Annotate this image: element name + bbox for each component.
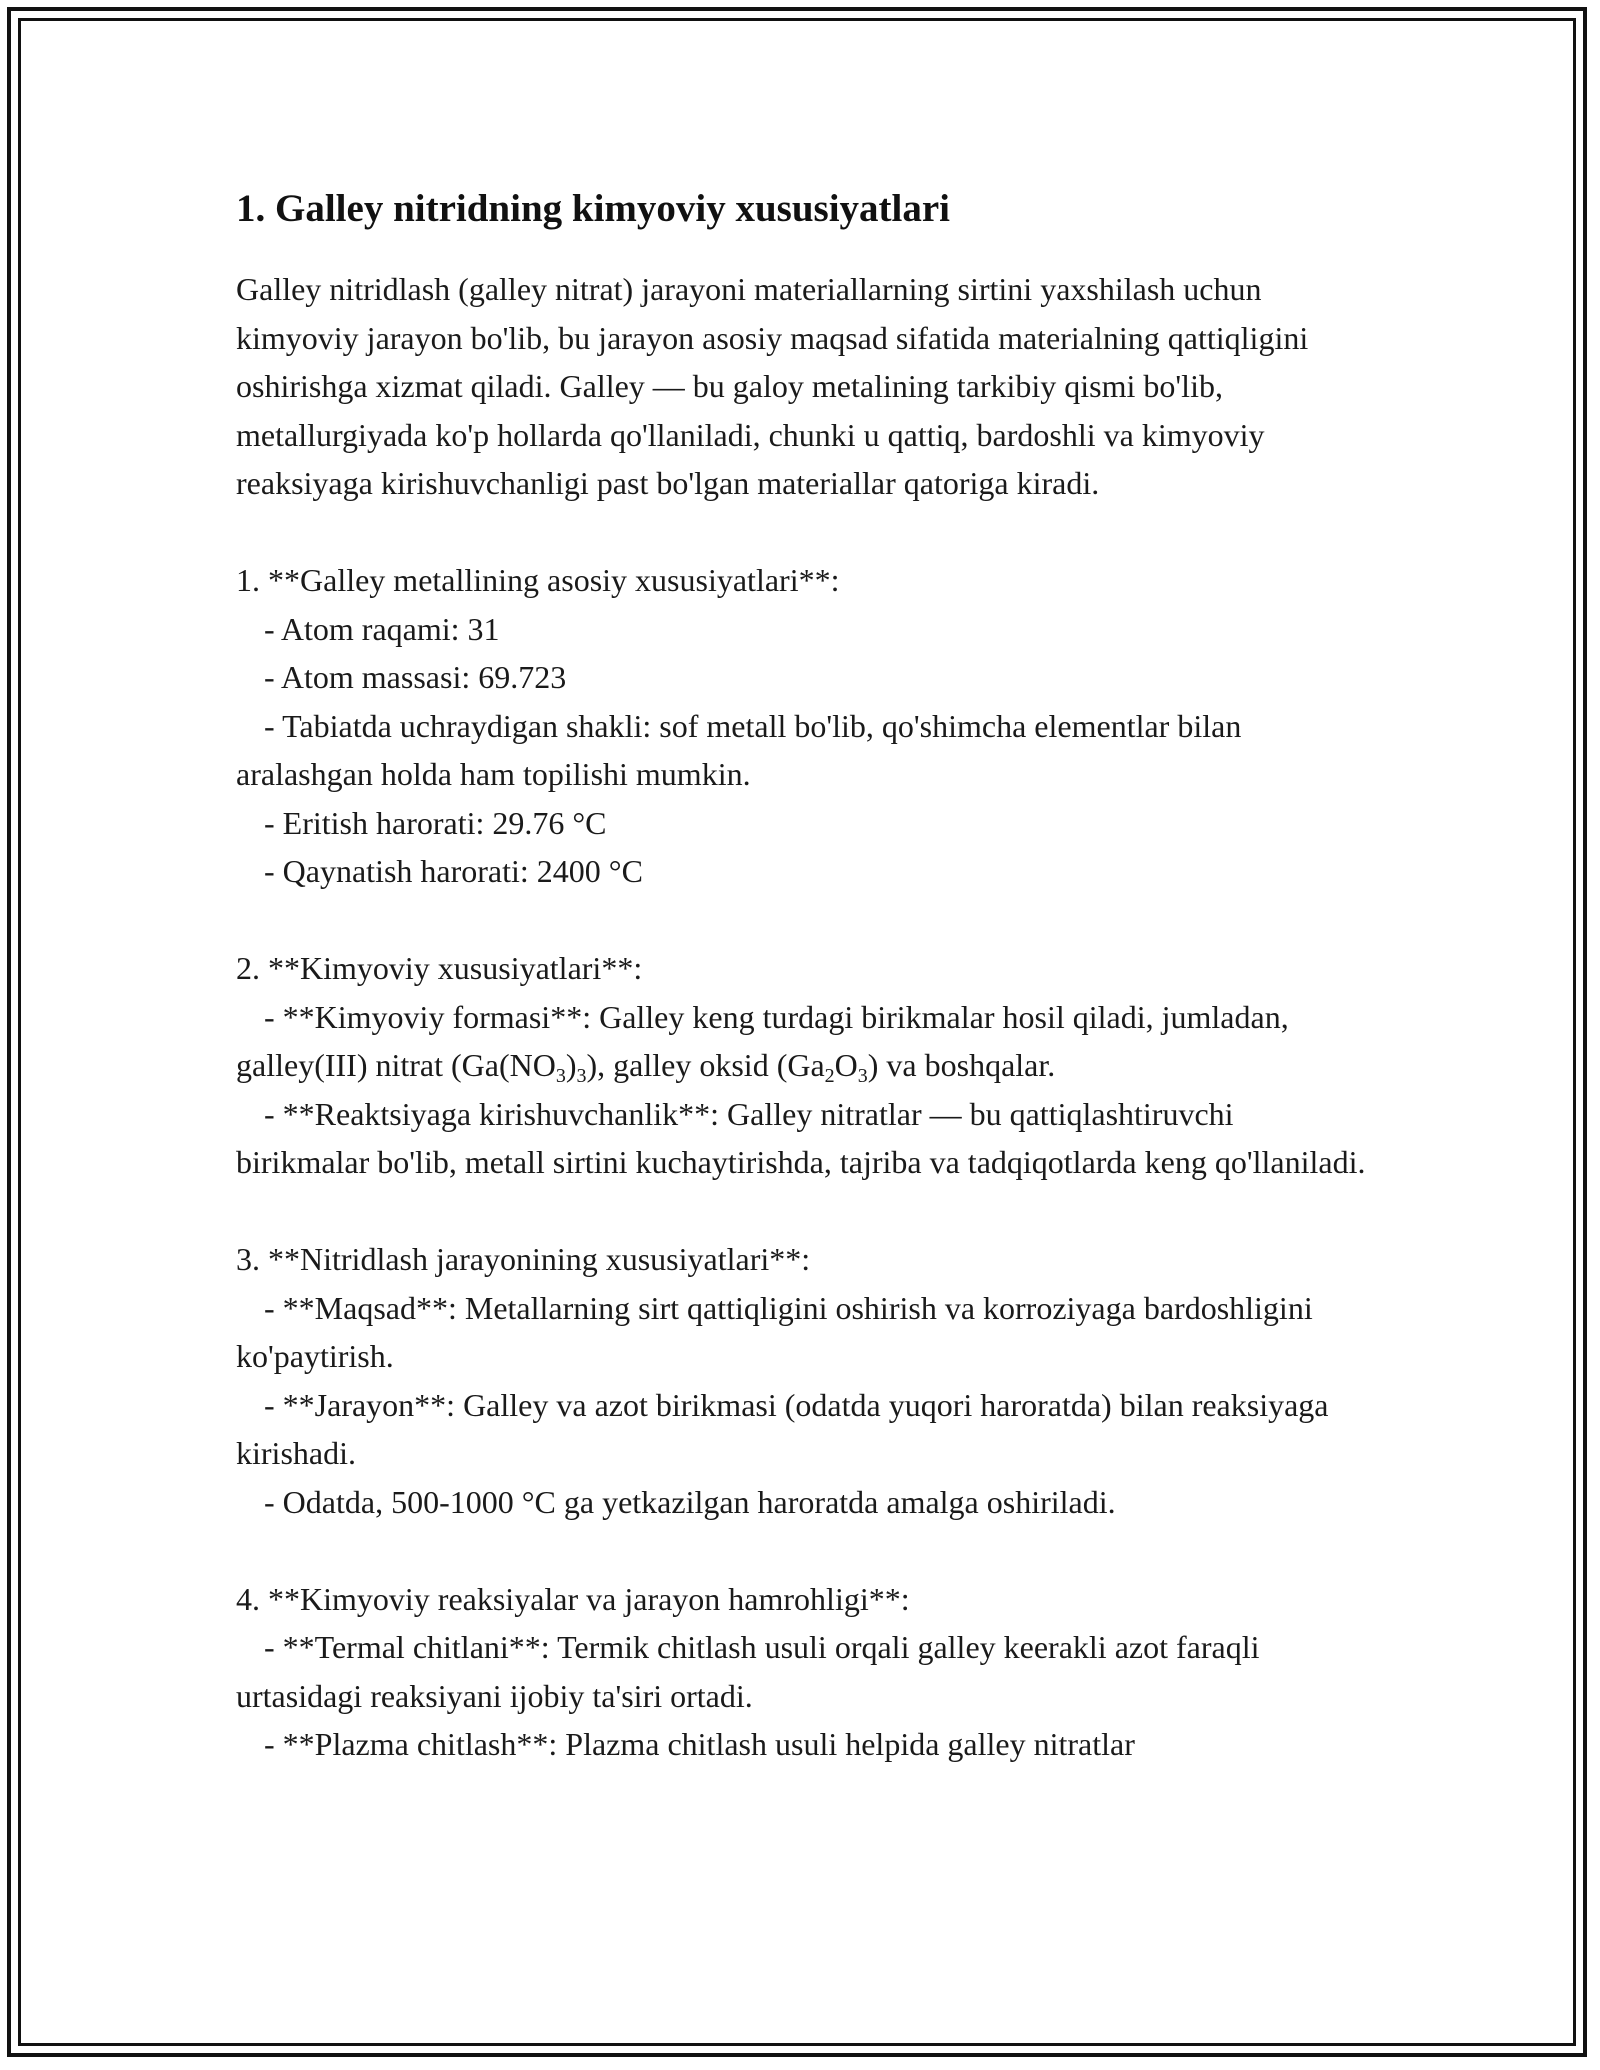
list-item: - **Plazma chitlash**: Plazma chitlash usuli helpida galley nitratlar <box>264 1726 1135 1762</box>
section-1 <box>236 556 1366 896</box>
document-body <box>236 185 1366 1769</box>
section-3 <box>236 1235 1366 1526</box>
subscript: 3 <box>555 1065 566 1087</box>
list-item-formula <box>236 993 1366 1090</box>
list-item: - **Maqsad**: Metallarning sirt qattiqligini oshirish va korroziyaga bardoshligini ko'paytirish. <box>236 1289 1313 1374</box>
list-item: - **Termal chitlani**: Termik chitlash usuli orqali galley keerakli azot faraqli urtasidagi reaksiyani ijobiy ta'siri ortadi. <box>236 1629 1260 1714</box>
section-2 <box>236 944 1366 1187</box>
subscript: 2 <box>824 1065 835 1087</box>
list-item: - Eritish harorati: 29.76 °C <box>264 804 607 841</box>
section-4-title: 4. **Kimyoviy reaksiyalar va jarayon hamrohligi**: <box>236 1580 910 1617</box>
list-item: - Odatda, 500-1000 °C ga yetkazilgan haroratda amalga oshiriladi. <box>264 1483 1116 1520</box>
section-3-title: 3. **Nitridlash jarayonining xususiyatlari**: <box>236 1241 811 1277</box>
formula-text: ) va boshqalar. <box>867 1047 1056 1083</box>
formula-text: O <box>834 1047 858 1083</box>
formula-text: ) <box>565 1047 577 1083</box>
section-1-title: 1. **Galley metallining asosiy xususiyatlari**: <box>236 562 840 598</box>
document-heading: 1. Galley nitridning kimyoviy xususiyatlari <box>236 187 951 230</box>
subscript: 3 <box>857 1065 868 1087</box>
list-item: - Tabiatda uchraydigan shakli: sof metall bo'lib, qo'shimcha elementlar bilan aralashgan holda ham topilishi mumkin. <box>236 707 1242 792</box>
section-2-title: 2. **Kimyoviy xususiyatlari**: <box>236 950 643 986</box>
formula-text: ), galley oksid (Ga <box>586 1047 825 1083</box>
list-item: - Qaynatish harorati: 2400 °C <box>264 853 643 889</box>
list-item: - Atom massasi: 69.723 <box>264 659 567 695</box>
formula-text: - **Kimyoviy formasi**: Galley keng turdagi birikmalar hosil qiladi, jumladan, galley(III) nitrat (Ga(NO <box>236 998 1289 1083</box>
list-item: - Atom raqami: 31 <box>264 610 500 647</box>
section-4 <box>236 1575 1366 1769</box>
list-item: - **Reaktsiyaga kirishuvchanlik**: Galley nitratlar — bu qattiqlashtiruvchi birikmalar bo'lib, metall sirtini kuchaytirishda, tajriba va tadqiqotlarda keng qo'llaniladi. <box>236 1095 1366 1180</box>
list-item: - **Jarayon**: Galley va azot birikmasi (odatda yuqori haroratda) bilan reaksiyaga kirishadi. <box>236 1386 1329 1471</box>
subscript: 3 <box>576 1065 587 1087</box>
intro-paragraph: Galley nitridlash (galley nitrat) jarayoni materiallarning sirtini yaxshilash uchun kimyoviy jarayon bo'lib, bu jarayon asosiy maqsad sifatida materialning qattiqligini oshirishga xizmat qiladi. Galley — bu galoy metalining tarkibiy qismi bo'lib, metallurgiyada ko'p hollarda qo'llaniladi, chunki u qattiq, bardoshli va kimyoviy reaksiyaga kirishuvchanligi past bo'lgan materiallar qatoriga kiradi. <box>236 271 1309 501</box>
